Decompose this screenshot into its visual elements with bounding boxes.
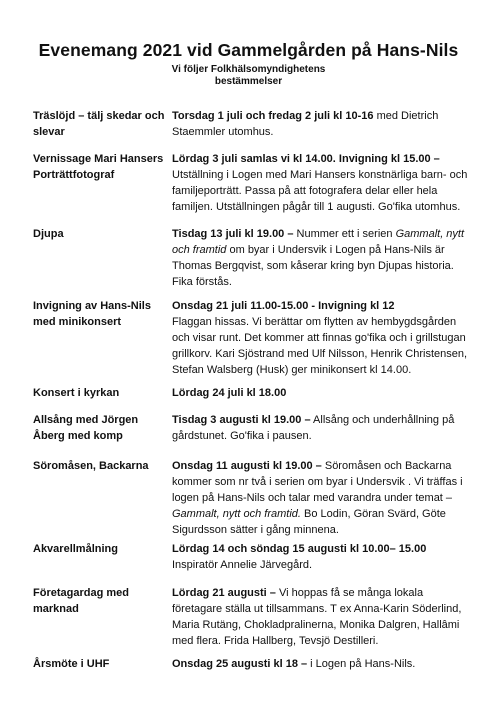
event-description [172, 151, 468, 215]
event-description [172, 412, 468, 444]
event-description [172, 298, 468, 378]
event-series-name: Gammalt, nytt och framtid [172, 228, 465, 256]
event-text: Allsång och underhållning på gårdstunet. Go'fika i pausen. [172, 414, 455, 442]
event-when: Tisdag 13 juli kl 19.00 – [172, 228, 294, 240]
event-text: Utställning i Logen med Mari Hansers konstnärliga barn- och familjeporträtt. Passa på att fotografera delar eller hela familjen. Utställningen pågår till 1 augusti. Go'fika utomhus. [172, 169, 468, 213]
event-description [172, 385, 468, 401]
event-description [172, 108, 468, 140]
event-text: Inspiratör Annelie Järvegård. [172, 559, 313, 571]
page-subtitle [0, 64, 497, 88]
event-text: om byar i Undersvik i Logen på Hans-Nils är Thomas Bergqvist, som kåserar kring byn Djupas historia. Fika förstås. [172, 244, 454, 288]
subtitle-line-1: Vi följer Folkhälsomyndighetens [171, 64, 326, 75]
event-name: Företagardag med marknad [33, 587, 129, 615]
event-when: Onsdag 11 augusti kl 19.00 – [172, 460, 322, 472]
event-name: Vernissage Mari Hansers Porträttfotograf [33, 153, 164, 181]
event-description [172, 656, 468, 672]
event-when: Lördag 3 juli samlas vi kl 14.00. Invigning kl 15.00 – [172, 153, 440, 165]
event-name: Allsång med Jörgen Åberg med komp [33, 414, 139, 442]
event-description [172, 458, 468, 538]
event-when: Onsdag 25 augusti kl 18 – [172, 658, 308, 670]
event-name: Årsmöte i UHF [33, 658, 110, 670]
subtitle-line-2: bestämmelser [214, 76, 283, 87]
event-text: Söromåsen och Backarna kommer som nr två i serien om byar i Undersvik . Vi träffas i logen på Hans-Nils och talar med varandra under temat – [172, 460, 463, 504]
event-name: Invigning av Hans-Nils med minikonsert [33, 300, 151, 328]
event-name: Träslöjd – tälj skedar och slevar [33, 110, 165, 138]
event-name: Akvarellmålning [33, 543, 118, 555]
event-name: Konsert i kyrkan [33, 387, 120, 399]
event-text: Vi hoppas få se många lokala företagare ställa ut tillsammans. T ex Anna-Karin Söderlind, Maria Rutäng, Chokladpralinerna, Monika Dalgren, Hallâmi med flera. Frida Hallberg, Tevsjö Destilleri. [172, 587, 462, 647]
event-text: med Dietrich Staemmler utomhus. [172, 110, 439, 138]
event-text: Flaggan hissas. Vi berättar om flytten av hembygdsgården och visar runt. Det kommer att finnas go'fika och i grillstugan grillkorv. Kari Sjöstrand med Ulf Nilsson, Henrik Christensen, Stefan Walsberg (Husk) ger minikonsert kl 14.00. [172, 316, 468, 376]
event-series-name: Gammalt, nytt och framtid. [172, 508, 301, 520]
event-when: Tisdag 3 augusti kl 19.00 – [172, 414, 311, 426]
event-when: Onsdag 21 juli 11.00-15.00 - Invigning kl 12 [172, 300, 395, 312]
event-description [172, 226, 468, 290]
event-when: Lördag 14 och söndag 15 augusti kl 10.00– 15.00 [172, 543, 427, 555]
event-description [172, 585, 468, 649]
event-name: Söromåsen, Backarna [33, 460, 149, 472]
event-text: i Logen på Hans-Nils. [307, 658, 416, 670]
event-when: Lördag 21 augusti – [172, 587, 276, 599]
event-text: Bo Lodin, Göran Svärd, Göte Sigurdsson sätter i gång minnena. [172, 508, 446, 536]
event-when: Lördag 24 juli kl 18.00 [172, 387, 287, 399]
page-title: Evenemang 2021 vid Gammelgården på Hans-Nils [38, 40, 459, 60]
event-name: Djupa [33, 228, 64, 240]
event-when: Torsdag 1 juli och fredag 2 juli kl 10-16 [172, 110, 374, 122]
event-description [172, 541, 468, 573]
event-text: Nummer ett i serien [293, 228, 396, 240]
